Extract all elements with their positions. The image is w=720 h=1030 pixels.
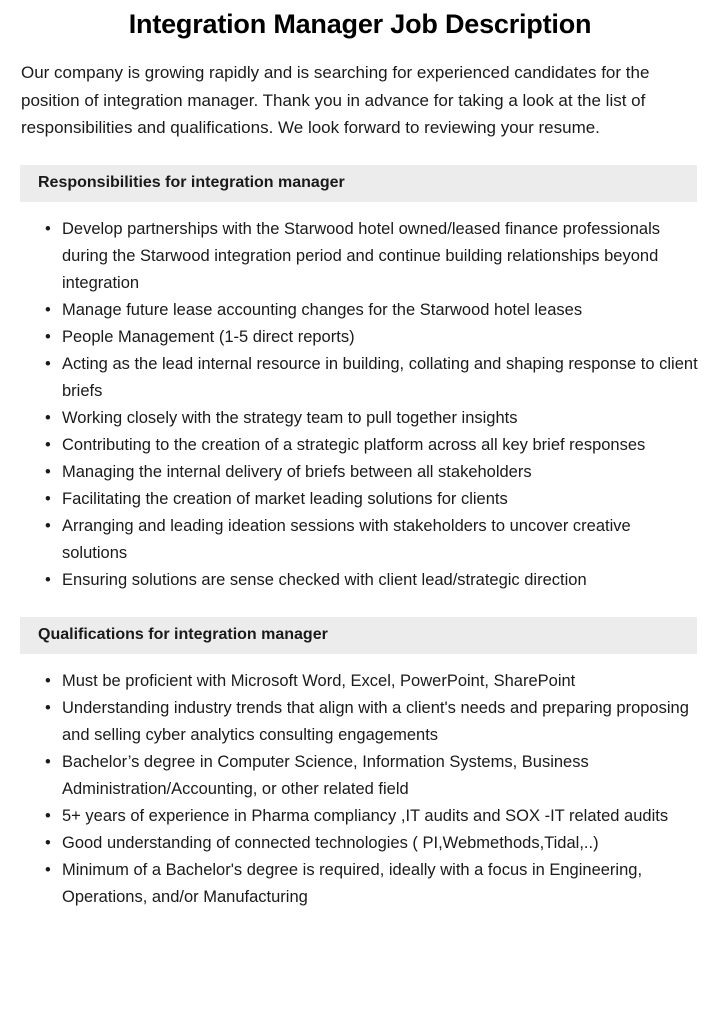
list-item: • Contributing to the creation of a strategic platform across all key brief responses	[45, 432, 698, 459]
list-item: • Develop partnerships with the Starwood hotel owned/leased finance professionals during the Starwood integration period and continue building relationships beyond integration	[45, 216, 698, 297]
responsibilities-section	[0, 165, 720, 594]
qualifications-list	[0, 654, 720, 911]
list-item: • Must be proficient with Microsoft Word, Excel, PowerPoint, SharePoint	[45, 668, 698, 695]
list-item: • Working closely with the strategy team to pull together insights	[45, 405, 698, 432]
qualifications-heading-band	[20, 617, 697, 654]
list-item: • Facilitating the creation of market leading solutions for clients	[45, 486, 698, 513]
list-item: • Managing the internal delivery of briefs between all stakeholders	[45, 459, 698, 486]
qualifications-section	[0, 617, 720, 911]
responsibilities-list	[0, 202, 720, 594]
list-item: • Acting as the lead internal resource in building, collating and shaping response to client briefs	[45, 351, 698, 405]
responsibilities-heading-label: Responsibilities for integration manager	[38, 174, 345, 191]
list-item: • Bachelor’s degree in Computer Science, Information Systems, Business Administration/Accounting, or other related field	[45, 749, 698, 803]
intro-paragraph: Our company is growing rapidly and is searching for experienced candidates for the position of integration manager. Thank you in advance for taking a look at the list of responsibilities and qualifications. We look forward to reviewing your resume.	[21, 63, 650, 137]
list-item: • 5+ years of experience in Pharma compliancy ,IT audits and SOX -IT related audits	[45, 803, 698, 830]
list-item: • Ensuring solutions are sense checked with client lead/strategic direction	[45, 567, 698, 594]
list-item: • Good understanding of connected technologies ( PI,Webmethods,Tidal,..)	[45, 830, 698, 857]
list-item: • Manage future lease accounting changes for the Starwood hotel leases	[45, 297, 698, 324]
list-item: • Arranging and leading ideation sessions with stakeholders to uncover creative solutions	[45, 513, 698, 567]
responsibilities-heading-band	[20, 165, 697, 202]
page-title: Integration Manager Job Description	[128, 9, 592, 39]
list-item: • Understanding industry trends that align with a client's needs and preparing proposing and selling cyber analytics consulting engagements	[45, 695, 698, 749]
list-item: • Minimum of a Bachelor's degree is required, ideally with a focus in Engineering, Operations, and/or Manufacturing	[45, 857, 698, 911]
qualifications-heading-label: Qualifications for integration manager	[38, 626, 328, 643]
list-item: • People Management (1-5 direct reports)	[45, 324, 698, 351]
